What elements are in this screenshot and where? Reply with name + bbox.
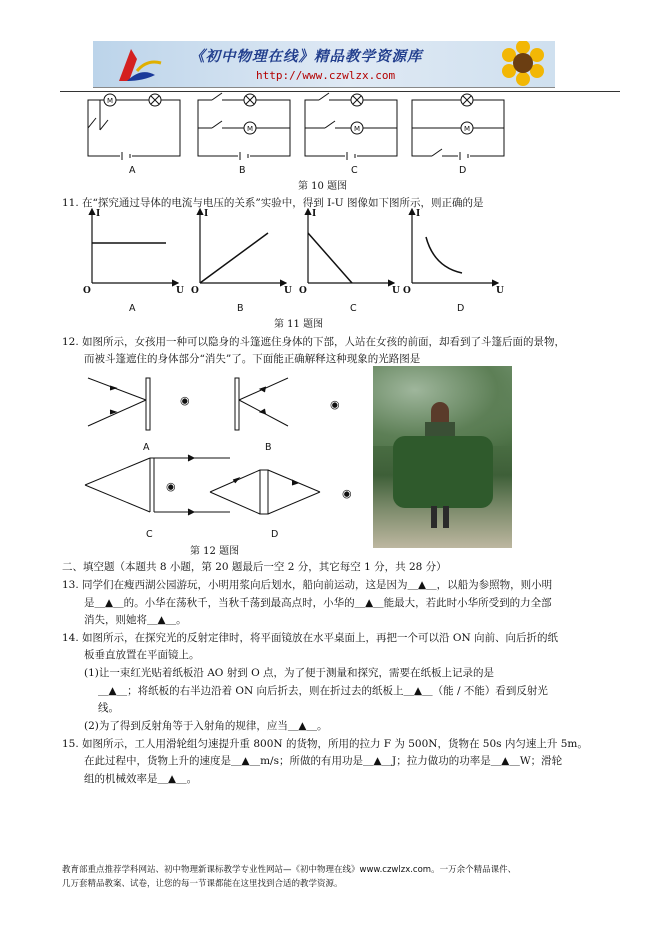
q11-option-c: C xyxy=(350,303,357,314)
svg-text:O: O xyxy=(83,286,91,295)
q10-option-d: D xyxy=(459,165,467,176)
q10-option-a: A xyxy=(129,165,136,176)
svg-text:I: I xyxy=(416,209,421,219)
eye-icon xyxy=(166,394,352,500)
q12-caption: 第 12 题图 xyxy=(190,546,240,557)
svg-text:◉: ◉ xyxy=(330,398,340,411)
q14-line2: 板垂直放置在平面镜上。 xyxy=(84,649,200,661)
q15-line2: 在此过程中，货物上升的速度是＿▲＿m/s；所做的有用功是＿▲＿J；拉力做功的功率是＿▲＿W；滑轮 xyxy=(84,755,563,767)
q10-option-c: C xyxy=(351,165,358,176)
q13-line2: 是＿▲＿的。小华在荡秋千，当秋千荡到最高点时，小华的＿▲＿能最大，若此时小华所受到的力全部 xyxy=(84,597,552,609)
q11-option-a: A xyxy=(129,303,136,314)
q12-option-b: B xyxy=(265,442,272,453)
q10-caption: 第 10 题图 xyxy=(298,181,348,192)
motor-symbol: M xyxy=(246,125,254,133)
motor-symbol: M xyxy=(353,125,361,133)
q12-option-c: C xyxy=(146,529,153,540)
banner-url[interactable]: http://www.czwlzx.com xyxy=(256,69,396,82)
svg-text:U: U xyxy=(176,286,184,295)
section-heading: 二、填空题（本题共 8 小题，第 20 题最后一空 2 分，其它每空 1 分，共 28 分） xyxy=(62,561,447,573)
svg-text:I: I xyxy=(312,209,317,219)
motor-symbol: M xyxy=(106,97,114,105)
svg-text:I: I xyxy=(96,209,101,219)
svg-text:I: I xyxy=(204,209,209,219)
motor-symbol: M xyxy=(463,125,471,133)
q15-line1: 15. 如图所示，工人用滑轮组匀速提升重 800N 的货物，所用的拉力 F 为 500N，货物在 50s 内匀速上升 5m。 xyxy=(62,738,588,750)
q11-caption: 第 11 题图 xyxy=(274,319,324,330)
q14-line6: (2)为了得到反射角等于入射角的规律，应当＿▲＿。 xyxy=(84,720,328,732)
q15-line3: 组的机械效率是＿▲＿。 xyxy=(84,773,198,785)
q12-line2: 而被斗篷遮住的身体部分“消失”了。下面能正确解释这种现象的光路图是 xyxy=(84,353,421,365)
q14-line3: (1)让一束红光贴着纸板沿 AO 射到 O 点，为了便于测量和探究，需要在纸板上记录的是 xyxy=(84,667,495,679)
q10-option-b: B xyxy=(239,165,246,176)
sunflower-icon xyxy=(493,41,553,87)
banner-title: 《初中物理在线》精品教学资源库 xyxy=(190,49,423,65)
svg-text:◉: ◉ xyxy=(180,394,190,407)
site-logo xyxy=(97,41,167,87)
svg-text:O: O xyxy=(191,286,199,295)
q12-line1: 12. 如图所示，女孩用一种可以隐身的斗篷遮住身体的下部，人站在女孩的前面，却看到了斗篷后面的景物， xyxy=(62,336,566,348)
q11-text: 11. 在“探究通过导体的电流与电压的关系”实验中，得到 I-U 图像如下图所示，则正确的是 xyxy=(62,197,484,209)
q12-option-d: D xyxy=(271,529,279,540)
q11-iu-graphs xyxy=(80,205,640,295)
q11-option-d: D xyxy=(457,303,465,314)
q13-line1: 13. 同学们在瘦西湖公园游玩，小明用浆向后划水，船向前运动，这是因为＿▲＿，以船为参照物，则小明 xyxy=(62,579,553,591)
svg-text:U: U xyxy=(496,286,504,295)
q12-option-a: A xyxy=(143,442,150,453)
footer-line2: 几万套精品教案、试卷，让您的每一节课都能在这里找到合适的教学资源。 xyxy=(62,879,343,889)
svg-text:O: O xyxy=(299,286,307,295)
invisibility-cloak-photo xyxy=(373,366,512,548)
q14-line5: 线。 xyxy=(98,702,119,714)
q14-line4: ＿▲＿；将纸板的右半边沿着 ON 向后折去，则在折过去的纸板上＿▲＿（能 / 不能）看到反射光 xyxy=(98,685,548,697)
q14-line1: 14. 如图所示，在探究光的反射定律时，将平面镜放在水平桌面上，再把一个可以沿 ON 向前、向后折的纸 xyxy=(62,632,559,644)
svg-text:O: O xyxy=(403,286,411,295)
footer-line1: 教育部重点推荐学科网站、初中物理新课标教学专业性网站—《初中物理在线》www.czwlzx.com。一万余个精品课件、 xyxy=(62,865,517,875)
circuit-a xyxy=(88,94,180,160)
q13-line3: 消失，则她将＿▲＿。 xyxy=(84,614,187,626)
svg-text:◉: ◉ xyxy=(342,487,352,500)
svg-text:◉: ◉ xyxy=(166,480,176,493)
svg-text:U: U xyxy=(392,286,400,295)
q10-circuit-diagrams xyxy=(60,90,620,170)
svg-text:U: U xyxy=(284,286,292,295)
q12-light-path-diagrams xyxy=(80,370,370,540)
q11-option-b: B xyxy=(237,303,244,314)
